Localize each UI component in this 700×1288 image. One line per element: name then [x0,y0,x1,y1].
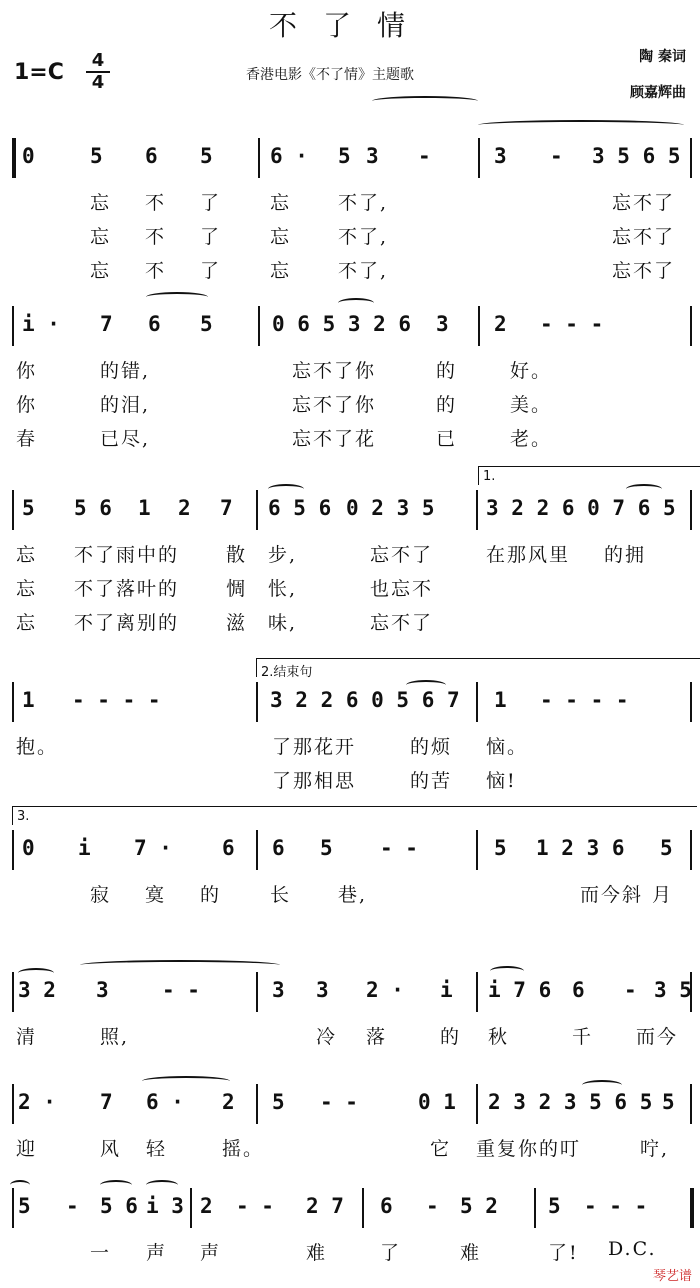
note-group: - - - - [540,688,629,712]
lyric-word: 月 [652,884,674,906]
barline [12,972,14,1012]
barline [476,972,478,1012]
note-group: - - [236,1194,274,1218]
lyric-word: 忘不了 [370,612,434,634]
slur-mark [268,484,304,494]
lyric-word: 落 [366,1026,388,1048]
lyric-word: 忘不了你 [292,360,377,382]
note-group: 6 [145,144,158,168]
barline [256,682,258,722]
slur-mark [490,966,524,976]
note-group: 2 7 [306,1194,344,1218]
note-group: - [550,144,563,168]
volta-bracket: 1. [478,466,700,485]
lyricist-credit: 陶 秦词 [639,49,686,65]
slur-mark [478,120,684,130]
note-group: 5 [18,1194,31,1218]
lyric-word: 忘不了 [612,260,676,282]
lyric-word: 咛, [640,1138,670,1160]
key-signature: 1=C [14,60,64,85]
note-group: 6 · [270,144,308,168]
barline [476,1084,478,1124]
lyric-word: 风 [100,1138,122,1160]
note-group: 6 [222,836,235,860]
lyric-word: 不 [145,226,167,248]
lyric-word: 不了, [338,226,389,248]
barline [12,138,16,178]
note-group: 6 5 6 [268,496,332,520]
slur-mark [338,298,374,308]
barline [256,490,258,530]
note-group: 5 [494,836,507,860]
lyric-word: 了! [548,1242,579,1264]
barline [12,1084,14,1124]
note-group: 5 [320,836,333,860]
lyric-word: 已尽, [100,428,151,450]
lyric-word: 巷, [338,884,368,906]
lyric-word: 忘 [16,544,38,566]
note-group: i · [22,312,60,336]
barline [476,682,478,722]
note-group: 6 [148,312,161,336]
lyric-word: 一 [90,1242,112,1264]
note-group: 3 [272,978,285,1002]
slur-mark [406,680,446,690]
note-group: 0 [22,144,35,168]
lyric-word: 了那花开 [272,736,357,758]
lyric-word: 恼! [486,770,517,792]
lyric-word: 忘不了 [612,192,676,214]
lyric-word: 已 [436,428,458,450]
note-group: 3 5 [654,978,692,1002]
note-group: 7 [100,1090,113,1114]
slur-mark [372,96,478,106]
lyric-word: 忘 [270,260,292,282]
lyric-word: 寞 [145,884,167,906]
barline [690,138,692,178]
score-title: 不了情 [268,9,431,42]
lyric-word: 声 [200,1242,222,1264]
lyric-word: 寂 [90,884,112,906]
note-group: 2 · [18,1090,56,1114]
lyric-word: 了那相思 [272,770,357,792]
note-group: i 3 [146,1194,184,1218]
note-group: 2 [200,1194,213,1218]
note-group: 2 · [366,978,404,1002]
note-group: 5 [548,1194,561,1218]
note-group: 5 [90,144,103,168]
note-group: - - [380,836,418,860]
barline [12,682,14,722]
lyric-word: 长 [270,884,292,906]
note-group: 2 [494,312,507,336]
note-group: 3 2 2 6 0 7 6 5 [486,496,676,520]
slur-mark [18,968,54,978]
volta-bracket: 3. [12,806,697,825]
lyric-word: 的苦 [410,770,453,792]
lyric-word: 千 [572,1026,594,1048]
lyric-word: 不了雨中的 [74,544,180,566]
barline [12,306,14,346]
lyric-word: 忘 [90,192,112,214]
note-group: 5 [200,312,213,336]
lyric-word: 不 [145,260,167,282]
lyric-word: 不 [145,192,167,214]
note-group: 2 [178,496,191,520]
note-group: - [418,144,431,168]
barline [12,830,14,870]
barline [190,1188,192,1228]
barline [12,1188,14,1228]
lyric-word: 声 [146,1242,168,1264]
note-group: 7 · [134,836,172,860]
lyric-word: 忘 [270,192,292,214]
slur-mark [626,484,662,494]
lyric-word: 不了落叶的 [74,578,180,600]
note-group: - - - [540,312,604,336]
lyric-word: 的 [200,884,222,906]
barline [476,490,478,530]
barline [690,306,692,346]
lyric-word: 味, [268,612,298,634]
note-group: 1 2 3 6 [536,836,625,860]
note-group: - - [320,1090,358,1114]
note-group: 2 3 2 3 5 6 5 [488,1090,653,1114]
lyric-word: 而今 [636,1026,679,1048]
lyric-word: 也忘不 [370,578,434,600]
lyric-word: 忘不了 [612,226,676,248]
lyric-word: 冷 [316,1026,338,1048]
note-group: 3 [96,978,109,1002]
barline [258,306,260,346]
lyric-word: 忘 [90,226,112,248]
barline [690,1084,692,1124]
lyric-word: 滋 [226,612,248,634]
note-group: 5 [22,496,35,520]
note-group: - [426,1194,439,1218]
lyric-word: 的泪, [100,394,151,416]
volta-bracket: 2.结束句 [256,658,700,677]
note-group: 5 [338,144,351,168]
lyric-word: 不了, [338,260,389,282]
lyric-word: D.C. [608,1238,657,1260]
score-subtitle: 香港电影《不了情》主题歌 [246,67,414,83]
lyric-word: 忘不了花 [292,428,377,450]
lyric-word: 的 [436,360,458,382]
lyric-word: 了 [200,192,222,214]
lyric-word: 它 [430,1138,452,1160]
note-group: 3 [366,144,379,168]
lyric-word: 的烦 [410,736,453,758]
lyric-word: 惆 [226,578,248,600]
barline [256,972,258,1012]
lyric-word: 你 [16,394,38,416]
note-group: 5 [200,144,213,168]
note-group: 0 6 5 3 2 6 [272,312,412,336]
note-group: 1 [138,496,151,520]
note-group: 0 2 3 5 [346,496,435,520]
lyric-word: 恼。 [486,736,529,758]
lyric-word: 怅, [268,578,298,600]
lyric-word: 步, [268,544,298,566]
lyric-word: 的错, [100,360,151,382]
lyric-word: 抱。 [16,736,59,758]
lyric-word: 摇。 [222,1138,265,1160]
note-group: 3 [316,978,329,1002]
watermark-logo: 琴艺谱 [652,1269,692,1284]
note-group: 2 [222,1090,235,1114]
lyric-word: 不了离别的 [74,612,180,634]
slur-mark [582,1080,622,1090]
barline [256,830,258,870]
note-group: 0 1 [418,1090,456,1114]
lyric-word: 难 [460,1242,482,1264]
note-group: - - - [584,1194,648,1218]
lyric-word: 轻 [146,1138,168,1160]
slur-mark [10,1180,30,1190]
note-group: 3 [436,312,449,336]
note-group: 5 6 [74,496,112,520]
note-group: i [78,836,91,860]
note-group: 7 [220,496,233,520]
lyric-word: 忘不了 [370,544,434,566]
lyric-word: 的 [440,1026,462,1048]
barline [478,138,480,178]
lyric-word: 的拥 [604,544,647,566]
note-group: 1 [494,688,507,712]
time-signature-top: 4 [91,50,105,71]
slur-mark [80,960,280,970]
time-signature-bottom: 4 [91,72,105,93]
note-group: 6 [572,978,585,1002]
slur-mark [100,1180,132,1190]
note-group: 6 [272,836,285,860]
note-group: 3 2 2 6 0 5 6 7 [270,688,460,712]
barline [478,306,480,346]
lyric-word: 的 [436,394,458,416]
lyric-word: 重复你的叮 [476,1138,582,1160]
note-group: 3 5 6 5 [592,144,681,168]
lyric-word: 忘不了你 [292,394,377,416]
slur-mark [146,292,208,302]
barline [256,1084,258,1124]
barline [534,1188,536,1228]
lyric-word: 忘 [16,578,38,600]
lyric-word: 难 [306,1242,328,1264]
barline [690,490,692,530]
lyric-word: 春 [16,428,38,450]
barline [362,1188,364,1228]
lyric-word: 忘 [16,612,38,634]
lyric-word: 忘 [270,226,292,248]
note-group: 3 2 [18,978,56,1002]
lyric-word: 老。 [510,428,553,450]
lyric-word: 秋 [488,1026,510,1048]
lyric-word: 迎 [16,1138,38,1160]
lyric-word: 照, [100,1026,130,1048]
slur-mark [142,1076,230,1086]
note-group: 7 [100,312,113,336]
note-group: 6 [380,1194,393,1218]
note-group: 6 · [146,1090,184,1114]
lyric-word: 了 [200,226,222,248]
note-group: - [66,1194,79,1218]
barline [476,830,478,870]
note-group: - - - - [72,688,161,712]
note-group: 3 [494,144,507,168]
lyric-word: 在那风里 [486,544,571,566]
lyric-word: 了 [380,1242,402,1264]
note-group: 5 [662,1090,675,1114]
lyric-word: 你 [16,360,38,382]
lyric-word: 美。 [510,394,553,416]
barline [690,830,692,870]
barline [12,490,14,530]
lyric-word: 忘 [90,260,112,282]
barline [258,138,260,178]
lyric-word: 不了, [338,192,389,214]
note-group: - [624,978,637,1002]
note-group: 0 [22,836,35,860]
note-group: 1 [22,688,35,712]
note-group: i 7 6 [488,978,552,1002]
lyric-word: 了 [200,260,222,282]
lyric-word: 散 [226,544,248,566]
composer-credit: 顾嘉辉曲 [630,85,686,101]
note-group: - - [162,978,200,1002]
note-group: 5 [272,1090,285,1114]
note-group: 5 6 [100,1194,138,1218]
barline [690,1188,694,1228]
lyric-word: 而今斜 [580,884,644,906]
lyric-word: 清 [16,1026,38,1048]
note-group: i [440,978,453,1002]
lyric-word: 好。 [510,360,553,382]
note-group: 5 2 [460,1194,498,1218]
barline [690,682,692,722]
slur-mark [146,1180,178,1190]
note-group: 5 [660,836,673,860]
